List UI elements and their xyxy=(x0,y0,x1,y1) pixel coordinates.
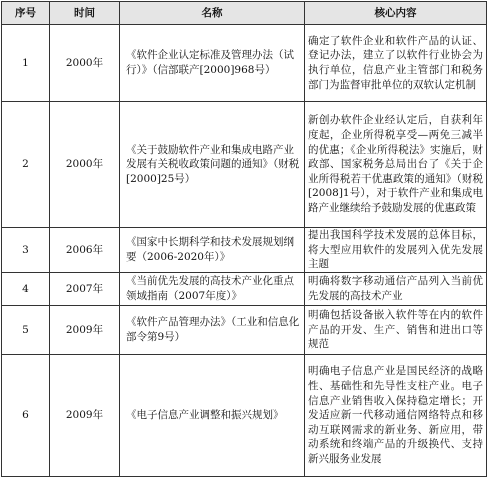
table-header-row xyxy=(2,2,487,25)
cell-policy-name: 《国家中长期科学和技术发展规划纲要（2006-2020年）》 xyxy=(120,228,305,273)
cell-policy-name: 《软件企业认定标准及管理办法（试行）》（信部联产[2000]968号） xyxy=(120,25,305,102)
cell-index: 4 xyxy=(2,273,50,306)
header-time: 时间 xyxy=(50,2,120,25)
cell-year: 2007年 xyxy=(50,273,120,306)
cell-year: 2009年 xyxy=(50,306,120,355)
cell-index: 6 xyxy=(2,355,50,477)
header-name: 名称 xyxy=(120,2,305,25)
table-row xyxy=(2,25,487,102)
cell-policy-name: 《电子信息产业调整和振兴规划》 xyxy=(120,355,305,477)
cell-year: 2009年 xyxy=(50,355,120,477)
table-row xyxy=(2,273,487,306)
header-index: 序号 xyxy=(2,2,50,25)
cell-index: 5 xyxy=(2,306,50,355)
cell-index: 3 xyxy=(2,228,50,273)
policy-table xyxy=(1,1,487,477)
cell-core-content: 明确包括设备嵌入软件等在内的软件产品的开发、生产、销售和进出口等规范 xyxy=(305,306,487,355)
cell-core-content: 确定了软件企业和软件产品的认证、登记办法，建立了以软件行业协会为执行单位，信息产业主管部门和税务部门为监督审批单位的双软认定机制 xyxy=(305,25,487,102)
cell-year: 2006年 xyxy=(50,228,120,273)
header-core-content: 核心内容 xyxy=(305,2,487,25)
cell-core-content: 明确将数字移动通信产品列入当前优先发展的高技术产业 xyxy=(305,273,487,306)
cell-year: 2000年 xyxy=(50,25,120,102)
table-row xyxy=(2,228,487,273)
cell-index: 1 xyxy=(2,25,50,102)
table-row xyxy=(2,102,487,228)
cell-core-content: 提出我国科学技术发展的总体目标，将大型应用软件的发展列入优先发展主题 xyxy=(305,228,487,273)
cell-index: 2 xyxy=(2,102,50,228)
table-row xyxy=(2,306,487,355)
table-row xyxy=(2,355,487,477)
cell-policy-name: 《关于鼓励软件产业和集成电路产业发展有关税收政策问题的通知》（财税[2000]25号） xyxy=(120,102,305,228)
cell-policy-name: 《当前优先发展的高技术产业化重点领域指南（2007年度）》 xyxy=(120,273,305,306)
cell-core-content: 新创办软件企业经认定后，自获利年度起，企业所得税享受—两免三减半的优惠；《企业所得税法》实施后，财政部、国家税务总局出台了《关于企业所得税若干优惠政策的通知》（财税[2008]1号），对于软件产业和集成电路产业继续给予鼓励发展的优惠政策 xyxy=(305,102,487,228)
cell-policy-name: 《软件产品管理办法》（工业和信息化部令第9号） xyxy=(120,306,305,355)
cell-core-content: 明确电子信息产业是国民经济的战略性、基础性和先导性支柱产业。电子信息产业销售收入保持稳定增长；开发适应新一代移动通信网络特点和移动互联网需求的新业务、新应用，带动系统和终端产品的升级换代、支持新兴服务业发展 xyxy=(305,355,487,477)
cell-year: 2000年 xyxy=(50,102,120,228)
